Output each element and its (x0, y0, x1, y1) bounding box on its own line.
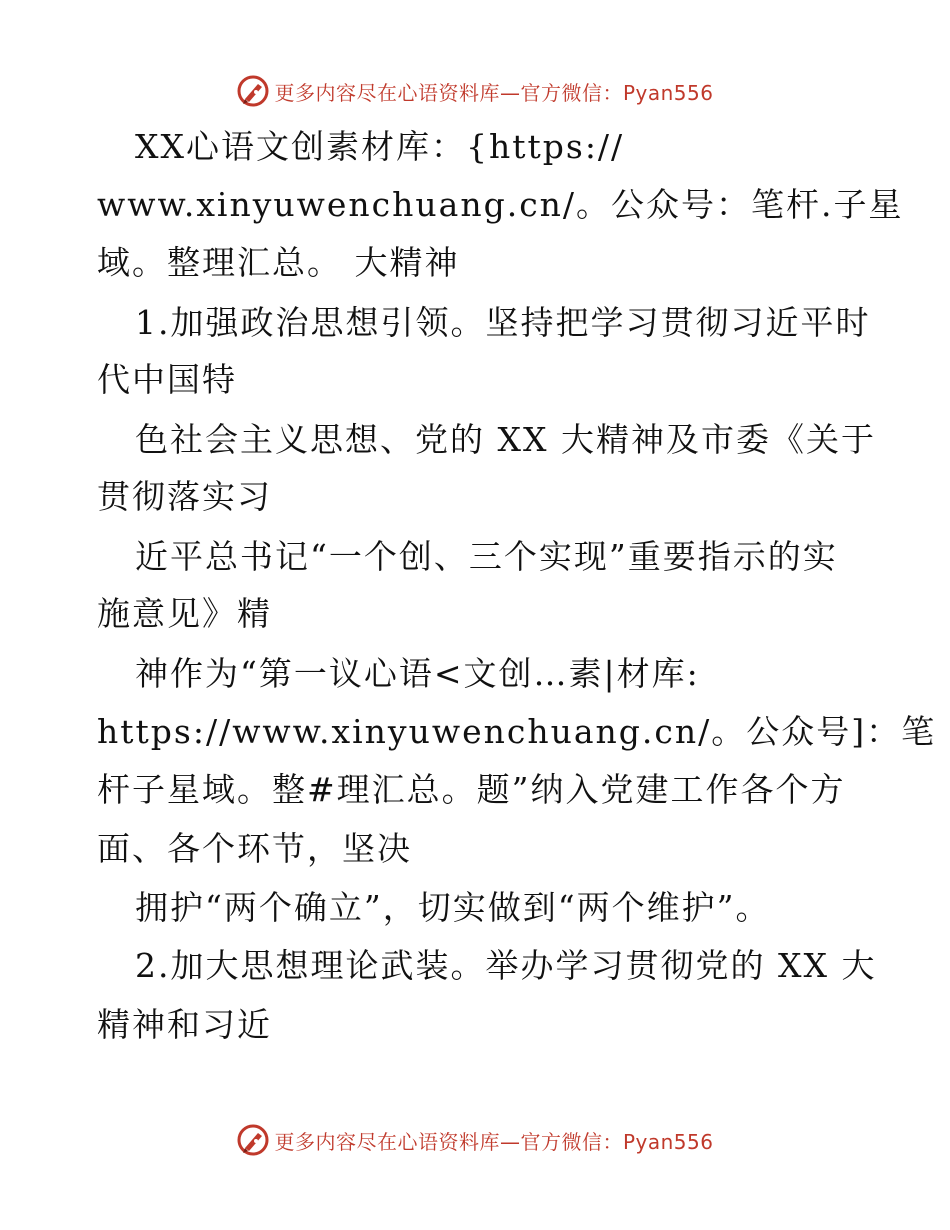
body-line: 拥护“两个确立”，切实做到“两个维护”。 (135, 888, 771, 927)
body-line: 域。整理汇总。 大精神 (97, 243, 460, 282)
body-line: 1.加强政治思想引领。坚持把学习贯彻习近平时 (135, 303, 871, 342)
footer-banner (0, 1120, 950, 1160)
body-line: www.xinyuwenchuang.cn/。公众号：笔杆.子星 (97, 185, 904, 224)
body-line: 杆子星域。整#理汇总。题”纳入党建工作各个方 (97, 770, 846, 809)
body-line: 色社会主义思想、党的 XX 大精神及市委《关于 (135, 420, 876, 459)
footer-banner-text: 更多内容尽在心语资料库—官方微信：Pyan556 (274, 1129, 714, 1154)
body-line: 神作为“第一议心语<文创…素|材库: (135, 654, 700, 693)
body-line: 面、各个环节，坚决 (97, 829, 412, 868)
header-banner-text: 更多内容尽在心语资料库—官方微信：Pyan556 (274, 80, 714, 105)
body-line: 精神和习近 (97, 1005, 272, 1044)
body-line: 代中国特 (97, 360, 237, 399)
body-line: 施意见》精 (97, 594, 272, 633)
pen-logo-icon (236, 1123, 270, 1157)
body-line: 贯彻落实习 (97, 477, 272, 516)
body-line: XX心语文创素材库：{https:// (135, 127, 625, 166)
body-line: 近平总书记“一个创、三个实现”重要指示的实 (135, 537, 838, 576)
body-line: https://www.xinyuwenchuang.cn/。公众号]：笔 (97, 712, 937, 751)
body-line: 2.加大思想理论武装。举办学习贯彻党的 XX 大 (135, 946, 877, 985)
